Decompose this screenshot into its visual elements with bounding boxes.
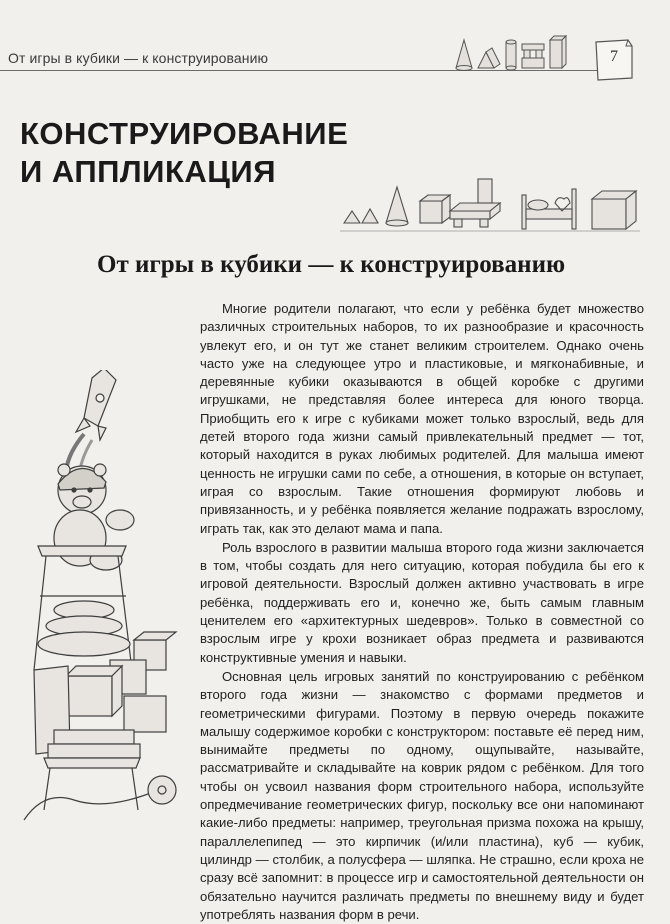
chapter-title bbox=[20, 115, 348, 191]
body-paragraph-1: Многие родители полагают, что если у ребёнка будет множество различных строительных наборов, то их разнообразие и красочность увлекут его, и он тут же станет великим строителем. Однако очень часто уже на следующее утро и пластиковые, и мягконабивные, и деревянные кубики оказываются в общей коробке с другими игрушками, не представляя более интереса для юного творца. Приобщить его к игре с кубиками может только взрослый, ведь для детей второго года жизни самый привлекательный предмет — тот, который находится в руках любимых родителей. Для малыша имеют ценность не игрушки сами по себе, а отношения, в которые он вступает, играя со взрослым. Такие отношения формируют любовь и привязанность, и у ребёнка появляется желание подражать взрослому, играть так, как это делают мама и папа. bbox=[200, 301, 644, 536]
chapter-title-line-2: И АППЛИКАЦИЯ bbox=[20, 154, 276, 189]
running-header bbox=[0, 0, 670, 88]
building-blocks-icon bbox=[450, 30, 590, 75]
body-paragraph-2: Роль взрослого в развитии малыша второго года жизни заключается в том, чтобы создать для него ситуацию, которая побудила бы его к игровой деятельности. Взрослый должен активно участвовать в игре ребёнка, поддерживать его и, конечно же, быть самым главным ценителем его «архитектурных шедевров». Только в совместной со взрослым игре у крохи возникает образ предмета и развиваются конструктивные умения и навыки. bbox=[200, 539, 644, 665]
page-number: 7 bbox=[610, 48, 618, 65]
body-paragraph-3: Основная цель игровых занятий по конструированию с ребёнком второго года жизни — знакомство с формами предметов и геометрическими фигурами. Поэтому в первую очередь покажите малышу содержимое коробки с конструктором: поставьте её перед ним, вынимайте предметы по одному, ощупывайте, называйте, рассматривайте и складывайте на коврик рядом с ребёнком. Для того чтобы он усвоил названия форм строительного набора, используйте опредмечивание геометрических фигур, поскольку все они напоминают какие-либо предметы: например, треугольная призма похожа на крышу, параллелепипед — это кирпичик (и/или пластина), куб — кубик, цилиндр — столбик, а полусфера — шляпка. Не страшно, если кроха не сразу всё запомнит: в процессе игр и самостоятельной деятельности он обязательно научится различать предметы по внешнему виду и будет употреблять названия форм в речи. bbox=[200, 668, 644, 922]
blocks-and-toy-furniture-icon bbox=[340, 165, 640, 240]
running-title: От игры в кубики — к конструированию bbox=[8, 50, 269, 66]
section-title: От игры в кубики — к конструированию bbox=[97, 251, 566, 278]
page-number-badge bbox=[592, 38, 636, 82]
chapter-title-line-1: КОНСТРУИРОВАНИЕ bbox=[20, 116, 349, 151]
teddy-bear-on-block-tower-illustration bbox=[14, 370, 194, 840]
body-text bbox=[200, 300, 644, 924]
